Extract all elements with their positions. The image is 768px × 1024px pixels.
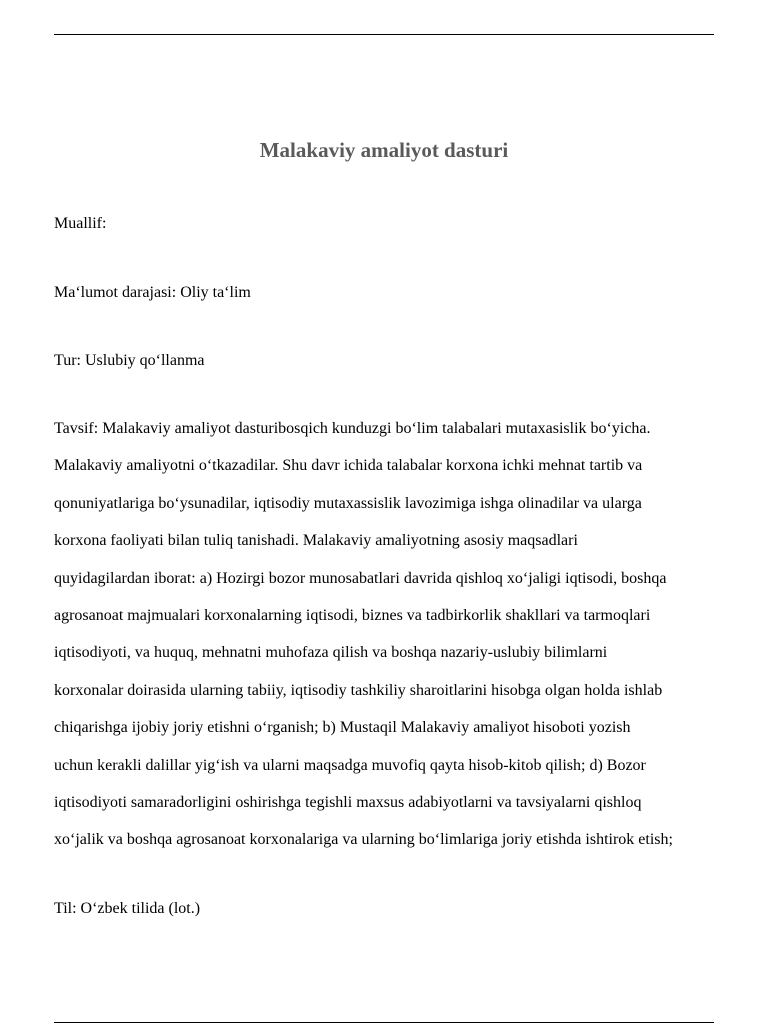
description-line: korxona faoliyati bilan tuliq tanishadi. Malakaviy amaliyotning asosiy maqsadlari — [54, 532, 578, 550]
header-rule — [54, 34, 714, 35]
description-line: korxonalar doirasida ularning tabiiy, iqtisodiy tashkiliy sharoitlarini hisobga olgan holda ishlab — [54, 681, 663, 699]
description-line: xoʻjalik va boshqa agrosanoat korxonalariga va ularning boʻlimlariga joriy etishda ishtirok etish; — [54, 831, 673, 849]
description-line: Tavsif: Malakaviy amaliyot dasturibosqich kunduzgi boʻlim talabalari mutaxasislik boʻyicha. — [54, 420, 651, 437]
author-field: Muallif: — [54, 215, 107, 232]
description-line: quyidagilardan iborat: a) Hozirgi bozor munosabatlari davrida qishloq xoʻjaligi iqtisodi, boshqa — [54, 569, 667, 587]
description-line: iqtisodiyoti samaradorligini oshirishga tegishli maxsus adabiyotlarni va tavsiyalarni qishloq — [54, 793, 642, 811]
language-field: Til: Oʻzbek tilida (lot.) — [54, 900, 201, 917]
description-line: agrosanoat majmualari korxonalarning iqtisodi, biznes va tadbirkorlik shakllari va tarmoqlari — [54, 606, 651, 624]
description-line: iqtisodiyoti, va huquq, mehnatni muhofaza qilish va boshqa nazariy-uslubiy bilimlarni — [54, 644, 608, 662]
description-block — [54, 410, 716, 859]
description-line: uchun kerakli dalillar yigʻish va ularni maqsadga muvofiq qayta hisob-kitob qilish; d) Bozor — [54, 756, 646, 774]
document-title: Malakaviy amaliyot dasturi — [259, 138, 509, 162]
description-line: qonuniyatlariga boʻysunadilar, iqtisodiy mutaxassislik lavozimiga ishga olinadilar va ularga — [54, 494, 642, 512]
type-field: Tur: Uslubiy qoʻllanma — [54, 352, 205, 369]
description-line: chiqarishga ijobiy joriy etishni oʻrganish; b) Mustaqil Malakaviy amaliyot hisoboti yozish — [54, 719, 631, 737]
description-line: Malakaviy amaliyotni oʻtkazadilar. Shu davr ichida talabalar korxona ichki mehnat tartib va — [54, 457, 643, 475]
footer-rule — [54, 1022, 714, 1023]
degree-field: Maʻlumot darajasi: Oliy taʻlim — [54, 284, 251, 301]
